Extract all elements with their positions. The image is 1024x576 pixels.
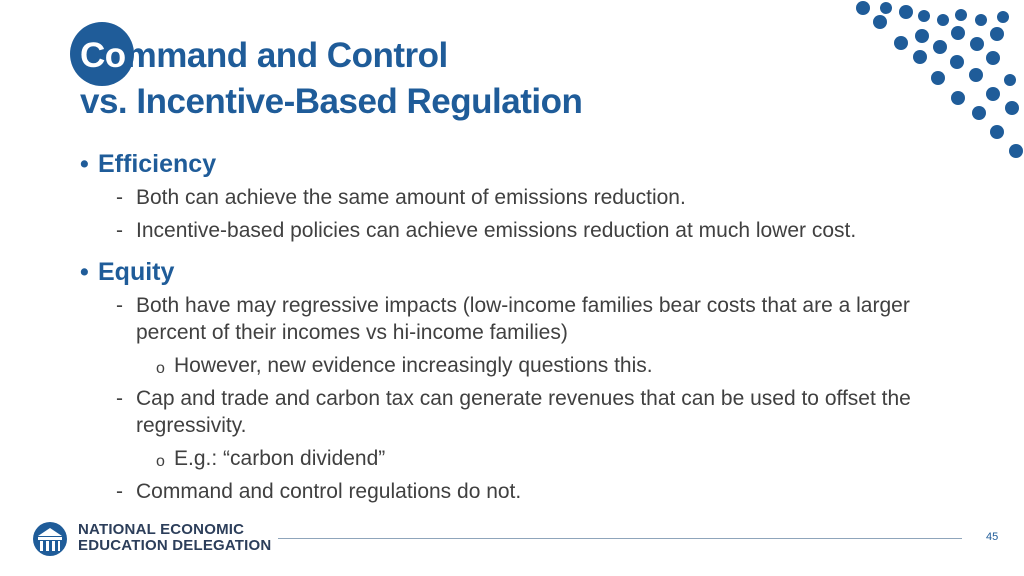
efficiency-item-1: - Both can achieve the same amount of emissions reduction. [116,186,686,209]
title-line-2: vs. Incentive-Based Regulation [80,82,583,121]
dash-icon: - [116,219,123,242]
dash-icon: - [116,387,123,410]
sub-bullet-icon: o [156,453,165,470]
slide-title [80,33,582,125]
bullet-icon: • [80,258,89,286]
dash-icon: - [116,294,123,317]
bullet-efficiency [80,146,980,182]
title-first-letters: Co [80,36,126,75]
efficiency-heading: Efficiency [98,150,217,178]
nebd-logo-text [78,522,271,554]
slide-body [80,146,980,511]
bullet-icon: • [80,150,89,178]
logo-line-1: NATIONAL ECONOMIC [78,521,245,538]
equity-item-1-sub: o However, new evidence increasingly questions this. [80,352,980,379]
nebd-logo-icon [30,520,70,558]
sub-bullet-icon: o [156,360,165,377]
equity-item-1: - Both have may regressive impacts (low-income families bear costs that are a larger percent of their incomes vs hi-income families) [116,294,910,344]
dash-icon: - [116,480,123,503]
equity-item-2-sub: o E.g.: “carbon dividend” [80,445,980,472]
equity-heading: Equity [98,258,175,286]
logo-line-2: EDUCATION DELEGATION [78,537,272,554]
footer-divider [278,538,962,539]
efficiency-item-2: - Incentive-based policies can achieve emissions reduction at much lower cost. [116,219,857,242]
dash-icon: - [116,186,123,209]
page-number: 45 [986,531,999,543]
equity-item-2: - Cap and trade and carbon tax can generate revenues that can be used to offset the regressivity. [116,387,911,437]
bullet-equity [80,254,980,290]
equity-item-3: - Command and control regulations do not. [116,480,522,503]
title-line-1: mmand and Control [125,36,448,75]
